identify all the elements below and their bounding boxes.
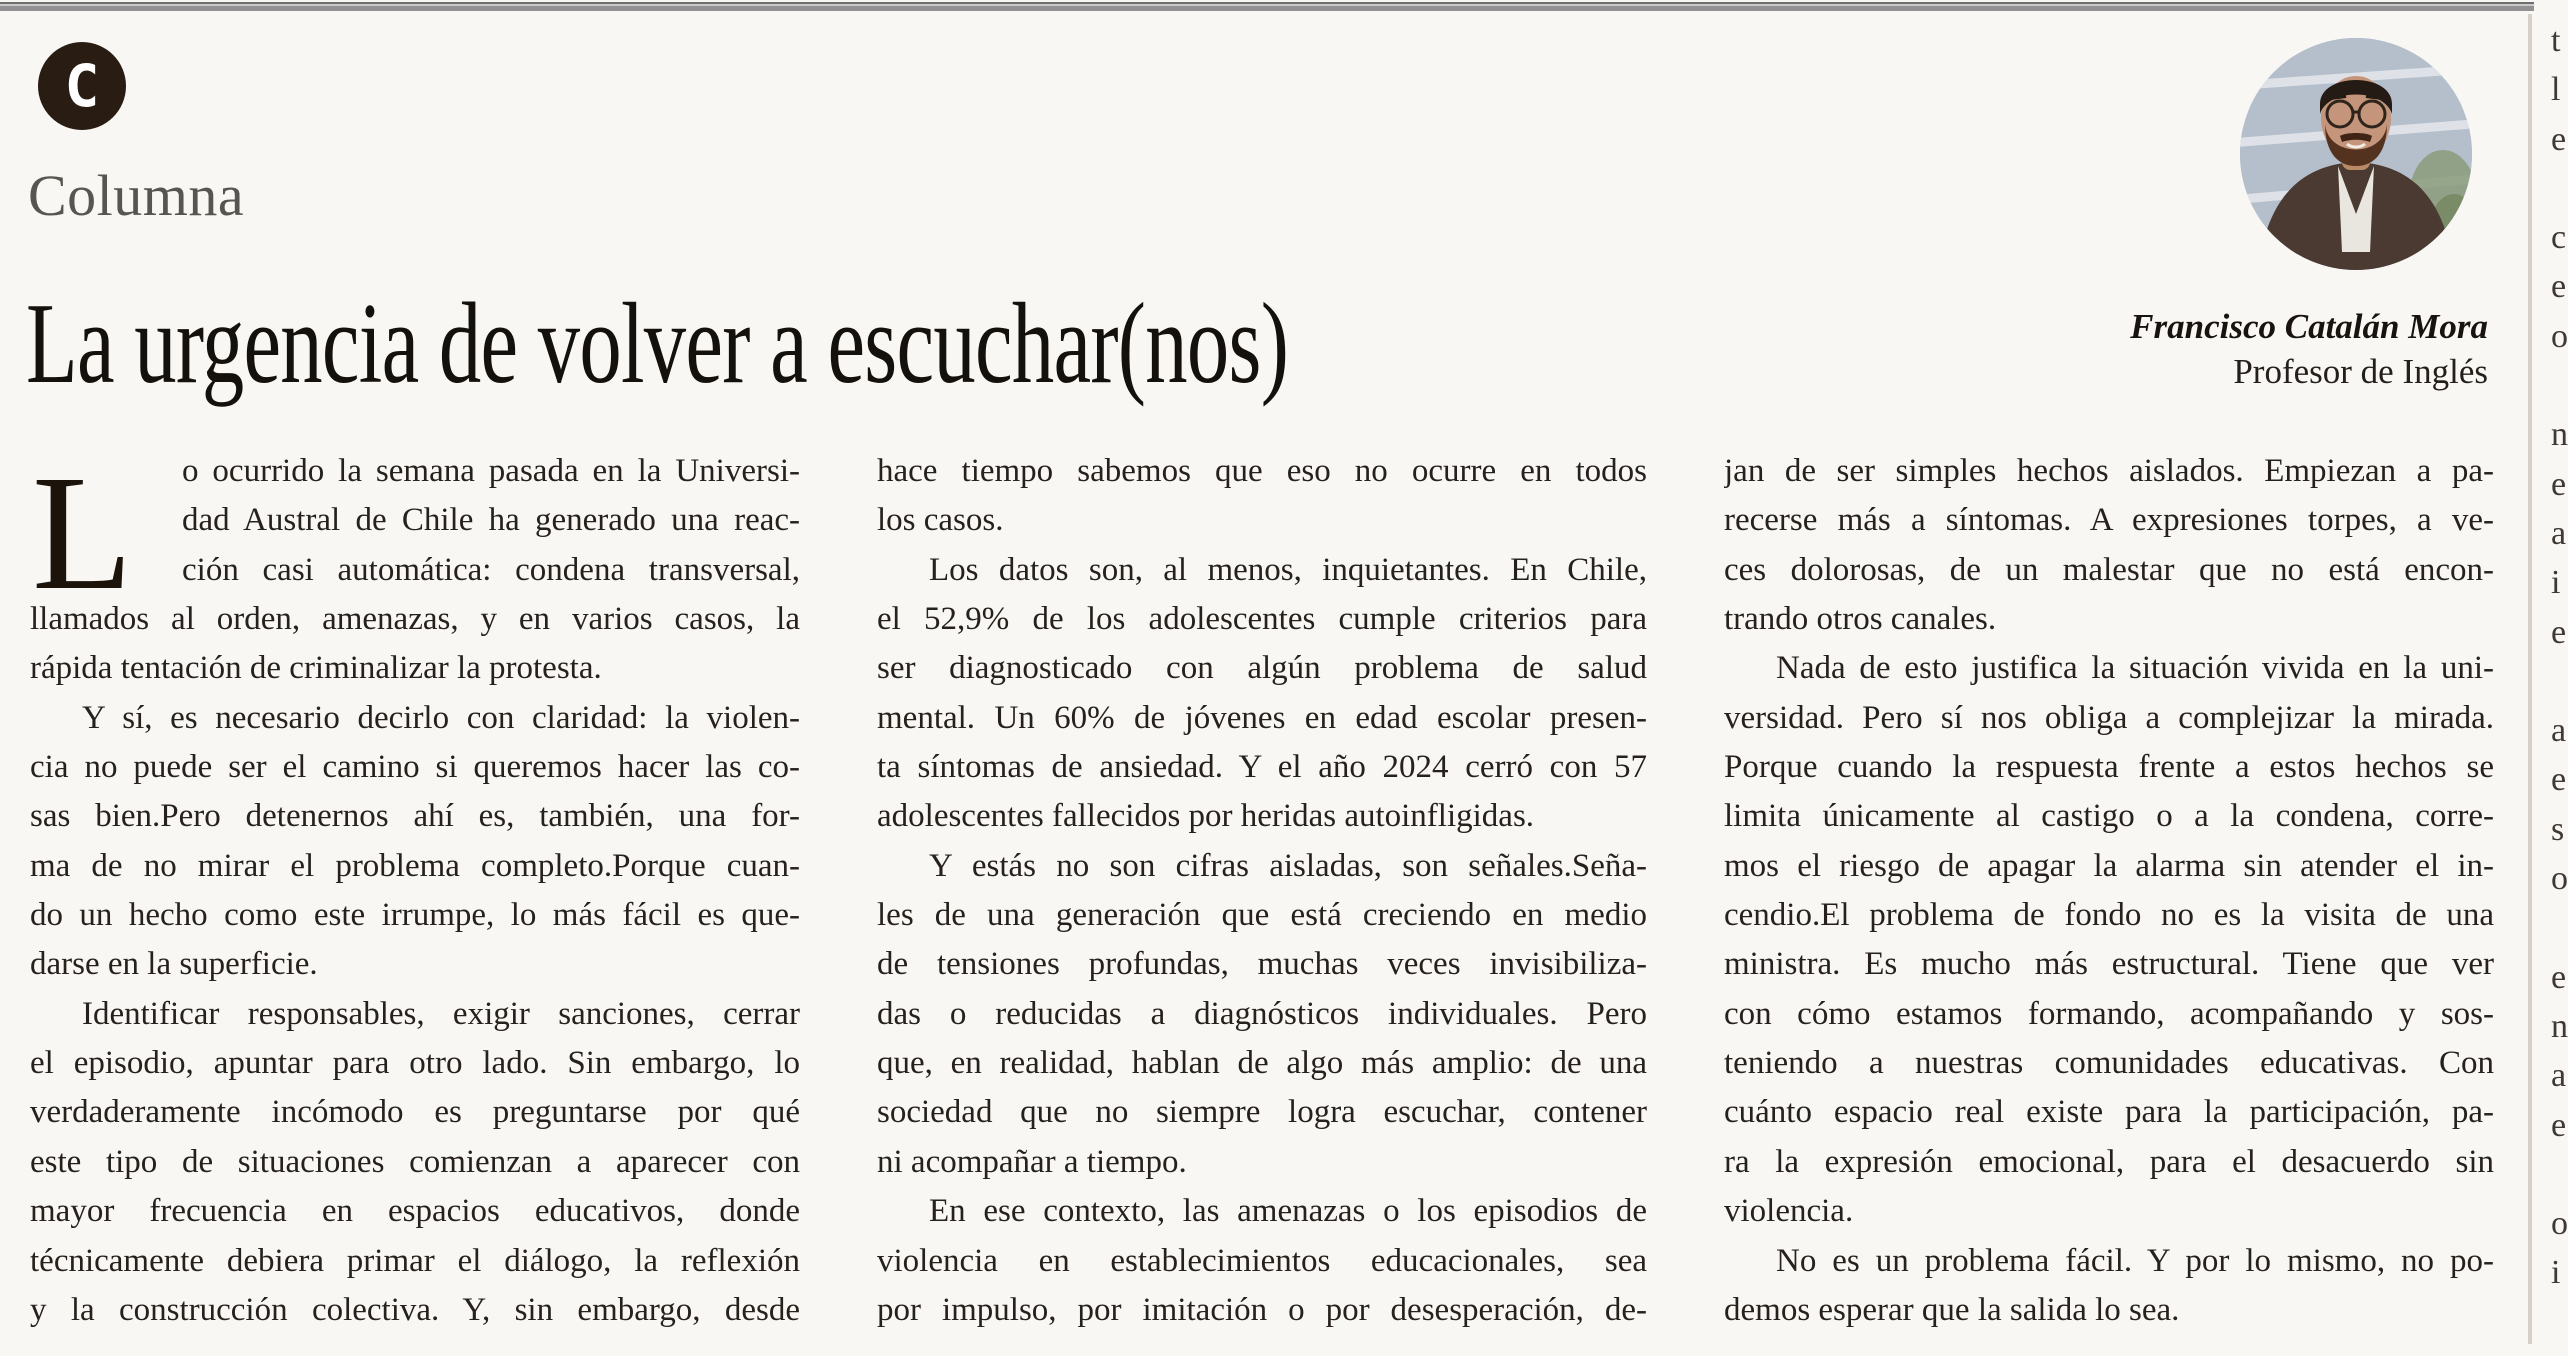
article-line: hace tiempo sabemos que eso no ocurre en todos <box>877 453 1647 489</box>
edge-fragment: n <box>2551 1007 2568 1045</box>
article-line: mayor frecuencia en espacios educativos, donde <box>30 1193 800 1230</box>
article-headline: La urgencia de volver a escuchar(nos) <box>26 280 1289 408</box>
article-line: ta síntomas de ansiedad. Y el año 2024 cerró con 57 <box>877 749 1647 786</box>
drop-cap: L <box>32 441 133 624</box>
article-line: de tensiones profundas, muchas veces invisibiliza- <box>877 946 1647 983</box>
edge-fragment: t <box>2551 22 2561 59</box>
article-line: sociedad que no siempre logra escuchar, contener <box>877 1094 1647 1131</box>
article-line: ser diagnosticado con algún problema de salud <box>877 650 1647 687</box>
article-line: adolescentes fallecidos por heridas autoinfligidas. <box>877 798 1535 835</box>
edge-fragment: n <box>2551 416 2568 454</box>
edge-fragment: o <box>2551 860 2568 898</box>
article-line: do un hecho como este irrumpe, lo más fácil es que- <box>30 897 800 934</box>
article-line: rápida tentación de criminalizar la protesta. <box>30 650 602 687</box>
section-badge-c <box>38 42 126 130</box>
article-line: mos el riesgo de apagar la alarma sin atender el in- <box>1724 847 2494 884</box>
article-line: el episodio, apuntar para otro lado. Sin embargo, lo <box>30 1045 800 1082</box>
article-line: ni acompañar a tiempo. <box>877 1143 1187 1180</box>
edge-fragment: e <box>2551 958 2567 996</box>
edge-fragment <box>2551 164 2568 213</box>
edge-fragment: e <box>2551 761 2567 799</box>
article-line: con cómo estamos formando, acompañando y sos- <box>1724 995 2494 1032</box>
article-line: los casos. <box>877 502 1004 539</box>
article-line: ra la expresión emocional, para el desacuerdo sin <box>1724 1143 2494 1180</box>
edge-fragment: e <box>2551 268 2567 306</box>
section-badge-letter: C <box>64 52 100 120</box>
article-line: ces dolorosas, de un malestar que no está encon- <box>1724 551 2494 588</box>
article-line: Los datos son, al menos, inquietantes. En Chile, <box>929 551 1647 588</box>
author-role: Profesor de Inglés <box>2233 352 2488 391</box>
adjacent-column-fragments <box>2551 16 2568 1346</box>
edge-fragment: e <box>2551 1106 2567 1144</box>
article-line: versidad. Pero sí nos obliga a complejizar la mirada. <box>1724 699 2494 736</box>
article-line: darse en la superficie. <box>30 946 318 983</box>
author-photo-illustration <box>2240 38 2472 270</box>
article-line: jan de ser simples hechos aislados. Empiezan a pa- <box>1724 453 2494 489</box>
edge-fragment: l <box>2551 71 2561 109</box>
author-name: Francisco Catalán Mora <box>2130 307 2488 346</box>
column-divider-rule <box>2528 14 2532 1344</box>
edge-fragment <box>2551 1150 2568 1199</box>
edge-fragment: e <box>2551 613 2567 651</box>
article-line: violencia en establecimientos educacionales, sea <box>877 1242 1647 1279</box>
article-column-1 <box>30 441 800 1335</box>
edge-fragment: e <box>2551 120 2567 158</box>
article-line: mental. Un 60% de jóvenes en edad escolar presen- <box>877 699 1647 736</box>
edge-fragment <box>2551 903 2568 952</box>
article-line: En ese contexto, las amenazas o los episodios de <box>929 1193 1647 1230</box>
article-line: Y sí, es necesario decirlo con claridad: la violen- <box>82 699 800 736</box>
edge-fragment: a <box>2551 1057 2567 1095</box>
edge-fragment: s <box>2551 810 2565 848</box>
article-line: teniendo a nuestras comunidades educativas. Con <box>1724 1045 2494 1082</box>
edge-fragment: i <box>2551 1254 2561 1292</box>
article-line: trando otros canales. <box>1724 601 1997 638</box>
article-line: violencia. <box>1724 1193 1854 1230</box>
edge-fragment: a <box>2551 514 2567 552</box>
article-line: ción casi automática: condena transversal, <box>182 551 800 588</box>
article-line: demos esperar que la salida lo sea. <box>1724 1291 2180 1328</box>
edge-fragment: c <box>2551 219 2567 257</box>
edge-fragment <box>2551 657 2568 706</box>
article-column-2 <box>877 447 1647 1335</box>
article-line: sas bien.Pero detenernos ahí es, también, una for- <box>30 798 800 835</box>
edge-fragment: o <box>2551 317 2568 355</box>
article-line: que, en realidad, hablan de algo más amplio: de una <box>877 1045 1647 1082</box>
article-line: limita únicamente al castigo o a la condena, corre- <box>1724 798 2494 835</box>
article-line: recerse más a síntomas. A expresiones torpes, a ve- <box>1724 502 2494 539</box>
article-line: cuánto espacio real existe para la participación, pa- <box>1724 1094 2494 1131</box>
author-block <box>1500 304 2488 394</box>
article-line: dad Austral de Chile ha generado una reac- <box>182 502 800 539</box>
edge-fragment: o <box>2551 1205 2568 1243</box>
article-line: cia no puede ser el camino si queremos hacer las co- <box>30 749 800 786</box>
article-line: Identificar responsables, exigir sanciones, cerrar <box>82 995 800 1032</box>
article-line: das o reducidas a diagnósticos individuales. Pero <box>877 995 1647 1032</box>
article-line: llamados al orden, amenazas, y en varios casos, la <box>30 601 800 638</box>
article-line: el 52,9% de los adolescentes cumple criterios para <box>877 601 1647 638</box>
edge-fragment: i <box>2551 564 2561 602</box>
article-line: este tipo de situaciones comienzan a aparecer con <box>30 1143 800 1180</box>
article-line: ma de no mirar el problema completo.Porque cuan- <box>30 847 800 884</box>
article-line: les de una generación que está creciendo en medio <box>877 897 1647 934</box>
article-line: Nada de esto justifica la situación vivida en la uni- <box>1776 650 2494 687</box>
article-line: Y estás no son cifras aisladas, son señales.Seña- <box>929 847 1647 884</box>
edge-fragment: e <box>2551 465 2567 503</box>
article-line: o ocurrido la semana pasada en la Universi- <box>182 453 800 489</box>
edge-fragment: a <box>2551 712 2567 750</box>
article-body <box>30 441 2494 1335</box>
article-line: No es un problema fácil. Y por lo mismo, no po- <box>1776 1242 2494 1279</box>
article-column-3 <box>1724 447 2494 1335</box>
article-line: y la construcción colectiva. Y, sin embargo, desde <box>30 1291 800 1328</box>
top-rule <box>0 2 2534 11</box>
article-line: técnicamente debiera primar el diálogo, la reflexión <box>30 1242 800 1279</box>
article-line: por impulso, por imitación o por desesperación, de- <box>877 1291 1647 1328</box>
article-line: ministra. Es mucho más estructural. Tiene que ver <box>1724 946 2494 983</box>
article-line: Porque cuando la respuesta frente a estos hechos se <box>1724 749 2494 786</box>
section-kicker: Columna <box>28 163 245 228</box>
article-line: verdaderamente incómodo es preguntarse por qué <box>30 1094 800 1131</box>
author-photo <box>2240 38 2472 270</box>
article-line: cendio.El problema de fondo no es la visita de una <box>1724 897 2494 934</box>
edge-fragment <box>2551 361 2568 410</box>
